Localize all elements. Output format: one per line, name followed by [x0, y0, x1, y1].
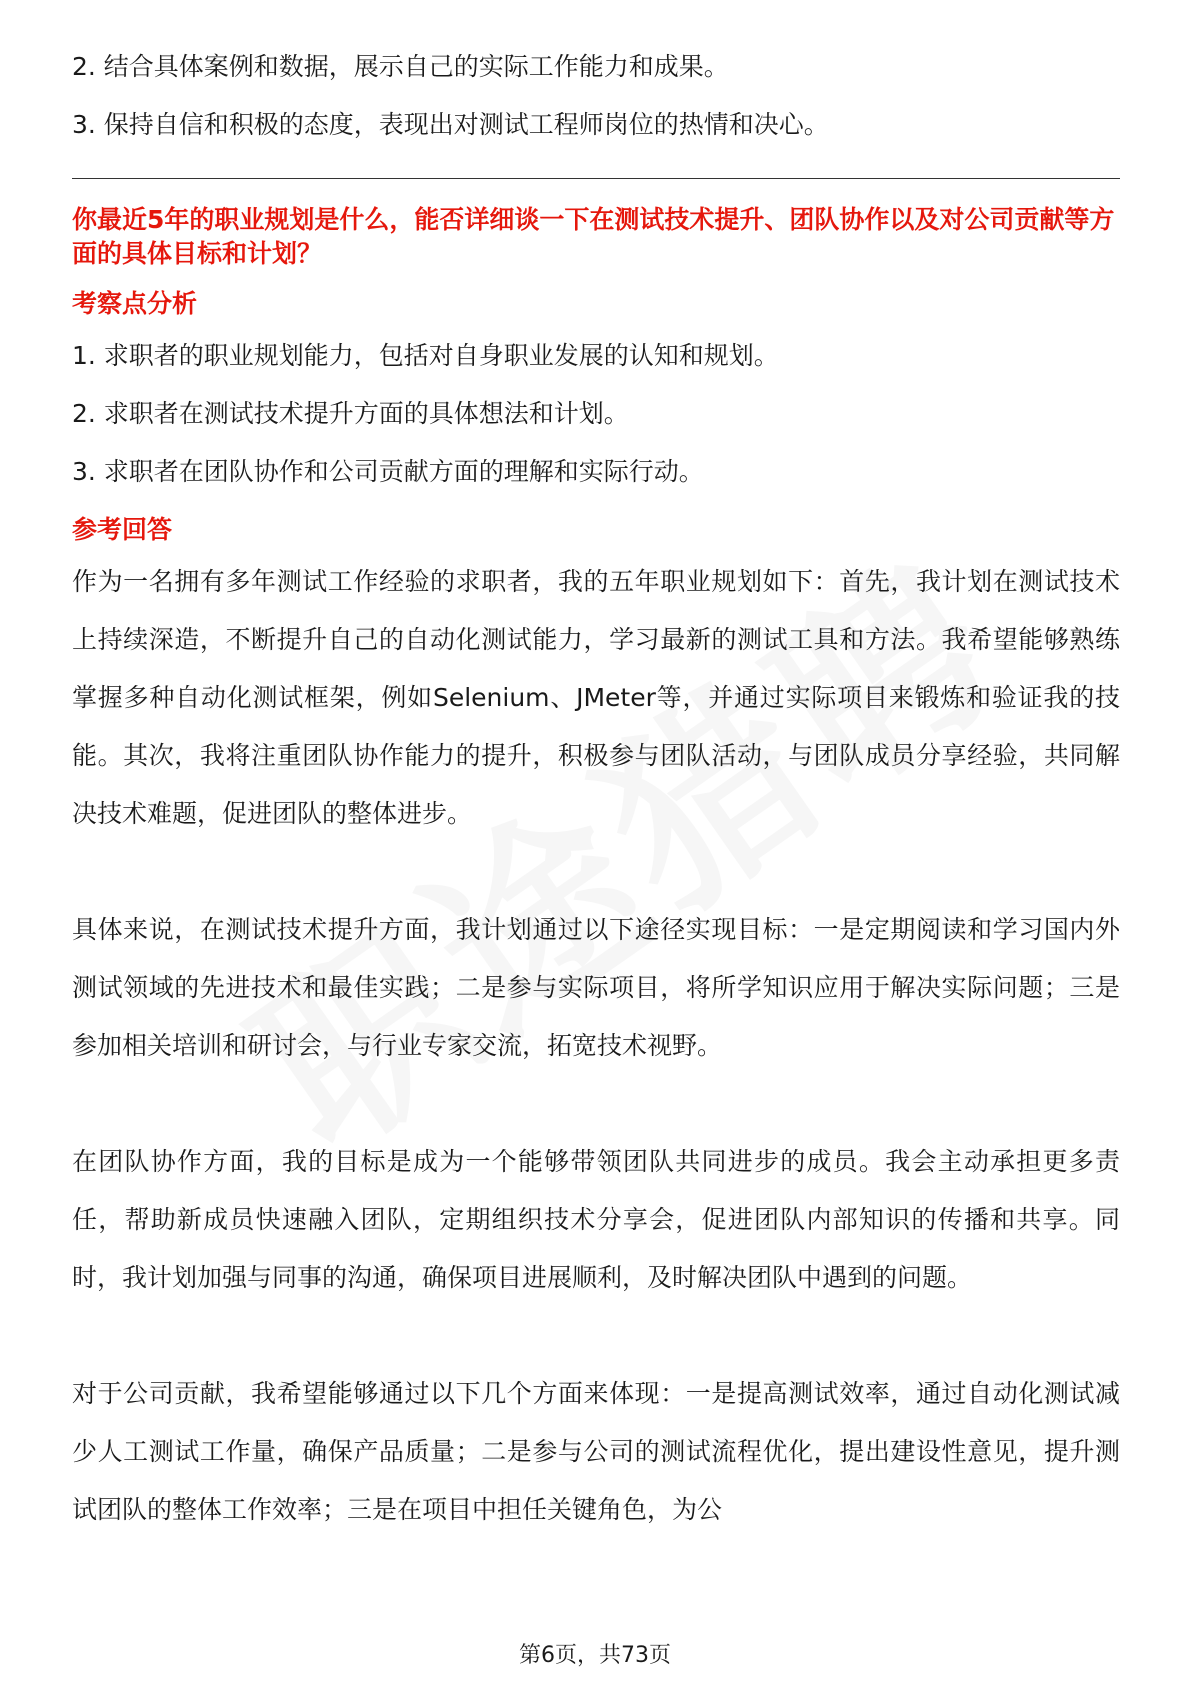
- page-footer: 第6页，共73页: [519, 1643, 671, 1668]
- paragraph-gap: [72, 843, 1120, 901]
- list-item: 3. 保持自信和积极的态度，表现出对测试工程师岗位的热情和决心。: [72, 110, 829, 139]
- paragraph-gap: [72, 1307, 1120, 1365]
- analysis-title: 考察点分析: [72, 289, 198, 318]
- list-item: 2. 结合具体案例和数据，展示自己的实际工作能力和成果。: [72, 52, 729, 81]
- list-item: 2. 求职者在测试技术提升方面的具体想法和计划。: [72, 399, 629, 428]
- list-item: 1. 求职者的职业规划能力，包括对自身职业发展的认知和规划。: [72, 341, 779, 370]
- document-page: [72, 0, 1120, 1539]
- top-list: [72, 38, 1120, 154]
- list-item: 3. 求职者在团队协作和公司贡献方面的理解和实际行动。: [72, 457, 704, 486]
- answer-paragraph: 对于公司贡献，我希望能够通过以下几个方面来体现：一是提高测试效率，通过自动化测试减少人工测试工作量，确保产品质量；二是参与公司的测试流程优化，提出建设性意见，提升测试团队的整体工作效率；三是在项目中担任关键角色，为公: [72, 1379, 1120, 1524]
- divider: [72, 178, 1120, 179]
- answer-title: 参考回答: [72, 515, 173, 544]
- analysis-list: [72, 327, 1120, 501]
- answer-paragraph: 作为一名拥有多年测试工作经验的求职者，我的五年职业规划如下：首先，我计划在测试技术上持续深造，不断提升自己的自动化测试能力，学习最新的测试工具和方法。我希望能够熟练掌握多种自动化测试框架，例如Selenium、JMeter等，并通过实际项目来锻炼和验证我的技能。其次，我将注重团队协作能力的提升，积极参与团队活动，与团队成员分享经验，共同解决技术难题，促进团队的整体进步。: [72, 567, 1120, 828]
- question-heading: 你最近5年的职业规划是什么，能否详细谈一下在测试技术提升、团队协作以及对公司贡献等方面的具体目标和计划？: [72, 205, 1115, 268]
- paragraph-gap: [72, 1075, 1120, 1133]
- answer-paragraph: 在团队协作方面，我的目标是成为一个能够带领团队共同进步的成员。我会主动承担更多责任，帮助新成员快速融入团队，定期组织技术分享会，促进团队内部知识的传播和共享。同时，我计划加强与同事的沟通，确保项目进展顺利，及时解决团队中遇到的问题。: [72, 1147, 1120, 1292]
- answer-body: [72, 553, 1120, 1539]
- answer-paragraph: 具体来说，在测试技术提升方面，我计划通过以下途径实现目标：一是定期阅读和学习国内外测试领域的先进技术和最佳实践；二是参与实际项目，将所学知识应用于解决实际问题；三是参加相关培训和研讨会，与行业专家交流，拓宽技术视野。: [72, 915, 1120, 1060]
